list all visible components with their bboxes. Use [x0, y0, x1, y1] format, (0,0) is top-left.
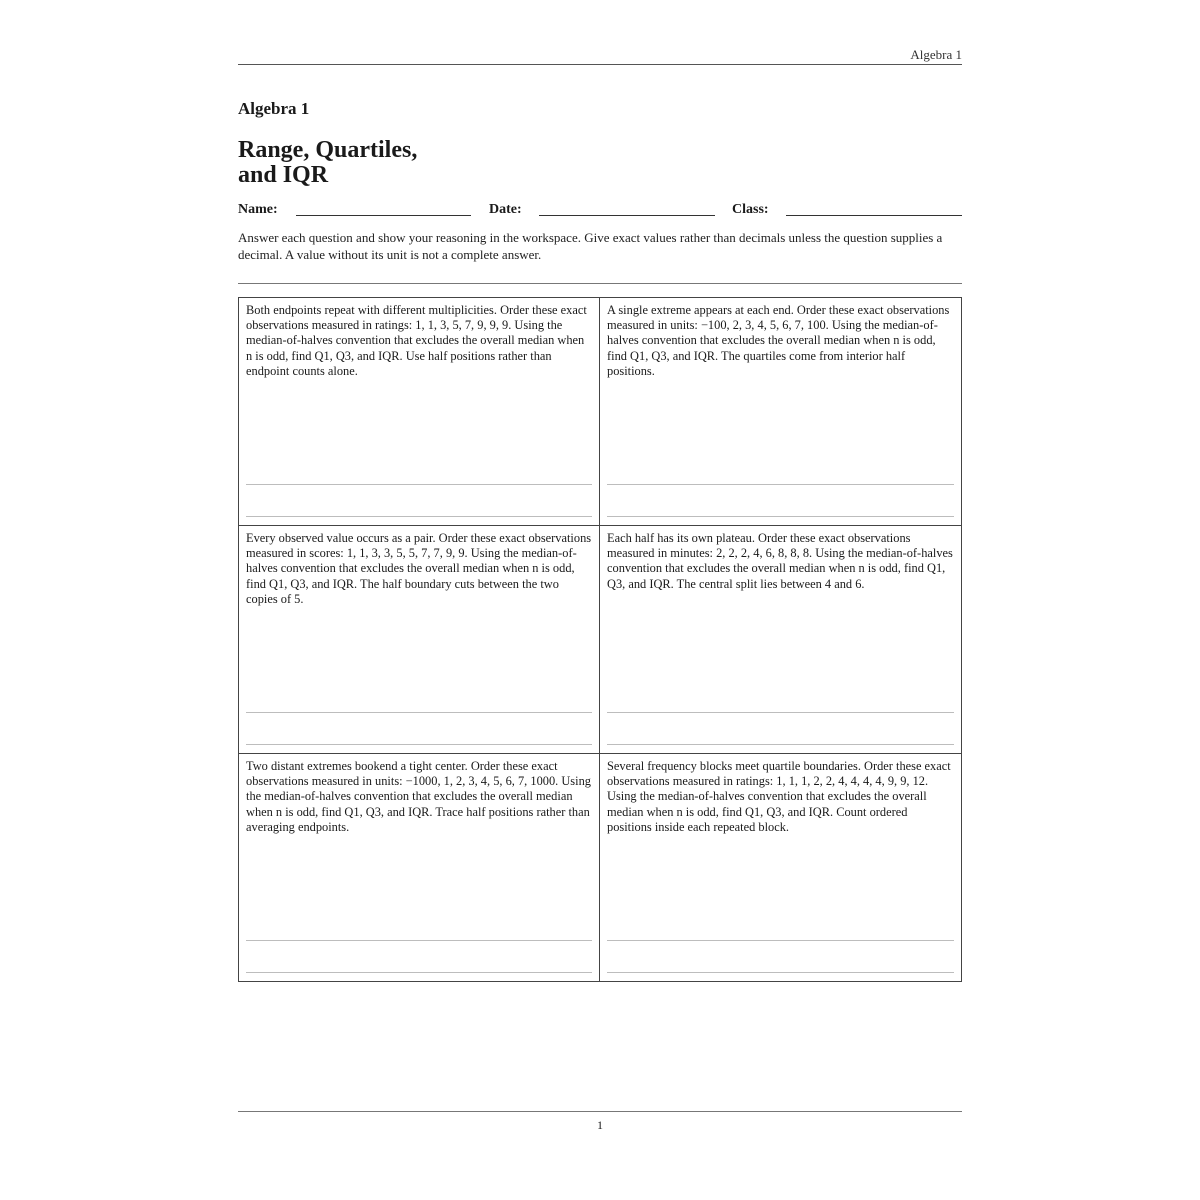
class-field[interactable]	[786, 215, 962, 216]
answer-line[interactable]	[246, 484, 592, 485]
page-number: 1	[597, 1118, 603, 1132]
answer-line[interactable]	[246, 516, 592, 517]
answer-line[interactable]	[246, 940, 592, 941]
instructions: Answer each question and show your reasoning in the workspace. Give exact values rather than decimals unless the question supplies a decimal. A value without its unit is not a complete answer.	[238, 230, 943, 262]
answer-line[interactable]	[607, 484, 954, 485]
answer-line[interactable]	[607, 940, 954, 941]
question-text: Several frequency blocks meet quartile boundaries. Order these exact observations measured in ratings: 1, 1, 1, 2, 2, 4, 4, 4, 4, 9, 9, 12. Using the median-of-halves convention that excludes the overall median when n is odd, find Q1, Q3, and IQR. Count ordered positions inside each repeated block.	[607, 759, 951, 834]
header-rule	[238, 64, 962, 65]
name-field[interactable]	[296, 215, 471, 216]
worksheet-title-line-1: Range, Quartiles,	[238, 137, 418, 163]
question-text: Each half has its own plateau. Order these exact observations measured in minutes: 2, 2, 2, 4, 6, 8, 8, 8. Using the median-of-halves convention that excludes the overall median when n is odd, find Q1, Q3, and IQR. The central split lies between 4 and 6.	[607, 531, 953, 591]
answer-line[interactable]	[607, 712, 954, 713]
question-text: Every observed value occurs as a pair. Order these exact observations measured in scores: 1, 1, 3, 3, 5, 5, 7, 7, 9, 9. Using the median-of-halves convention that excludes the overall median when n is odd, find Q1, Q3, and IQR. The half boundary cuts between the two copies of 5.	[246, 531, 592, 606]
course-title: Algebra 1	[238, 99, 310, 118]
date-field[interactable]	[539, 215, 715, 216]
answer-line[interactable]	[607, 516, 954, 517]
question-text: Two distant extremes bookend a tight center. Order these exact observations measured in units: −1000, 1, 2, 3, 4, 5, 6, 7, 1000. Using the median-of-halves convention that excludes the overall median when n is odd, find Q1, Q3, and IQR. Trace half positions rather than averaging endpoints.	[246, 759, 591, 834]
answer-line[interactable]	[246, 972, 592, 973]
answer-line[interactable]	[607, 972, 954, 973]
question-box-4	[600, 526, 961, 754]
name-label: Name:	[238, 202, 278, 217]
question-box-3	[239, 526, 600, 754]
date-label: Date:	[489, 202, 522, 217]
answer-line[interactable]	[246, 744, 592, 745]
student-info-row	[238, 202, 962, 222]
question-box-6	[600, 754, 961, 981]
question-grid	[238, 297, 962, 982]
instructions-rule	[238, 283, 962, 284]
worksheet-page	[238, 0, 962, 1200]
answer-line[interactable]	[246, 712, 592, 713]
question-box-5	[239, 754, 600, 981]
running-header: Algebra 1	[910, 47, 962, 62]
question-text: A single extreme appears at each end. Order these exact observations measured in units: −100, 2, 3, 4, 5, 6, 7, 100. Using the median-of-halves convention that excludes the overall median when n is odd, find Q1, Q3, and IQR. The quartiles come from interior half positions.	[607, 303, 950, 378]
question-box-1	[239, 298, 600, 526]
worksheet-title-line-2: and IQR	[238, 162, 329, 188]
worksheet-title	[238, 138, 417, 188]
question-box-2	[600, 298, 961, 526]
class-label: Class:	[732, 202, 769, 217]
answer-line[interactable]	[607, 744, 954, 745]
footer-rule	[238, 1111, 962, 1112]
question-text: Both endpoints repeat with different multiplicities. Order these exact observations measured in ratings: 1, 1, 3, 5, 7, 9, 9, 9. Using the median-of-halves convention that excludes the overall median when n is odd, find Q1, Q3, and IQR. Use half positions rather than endpoint counts alone.	[246, 303, 587, 378]
